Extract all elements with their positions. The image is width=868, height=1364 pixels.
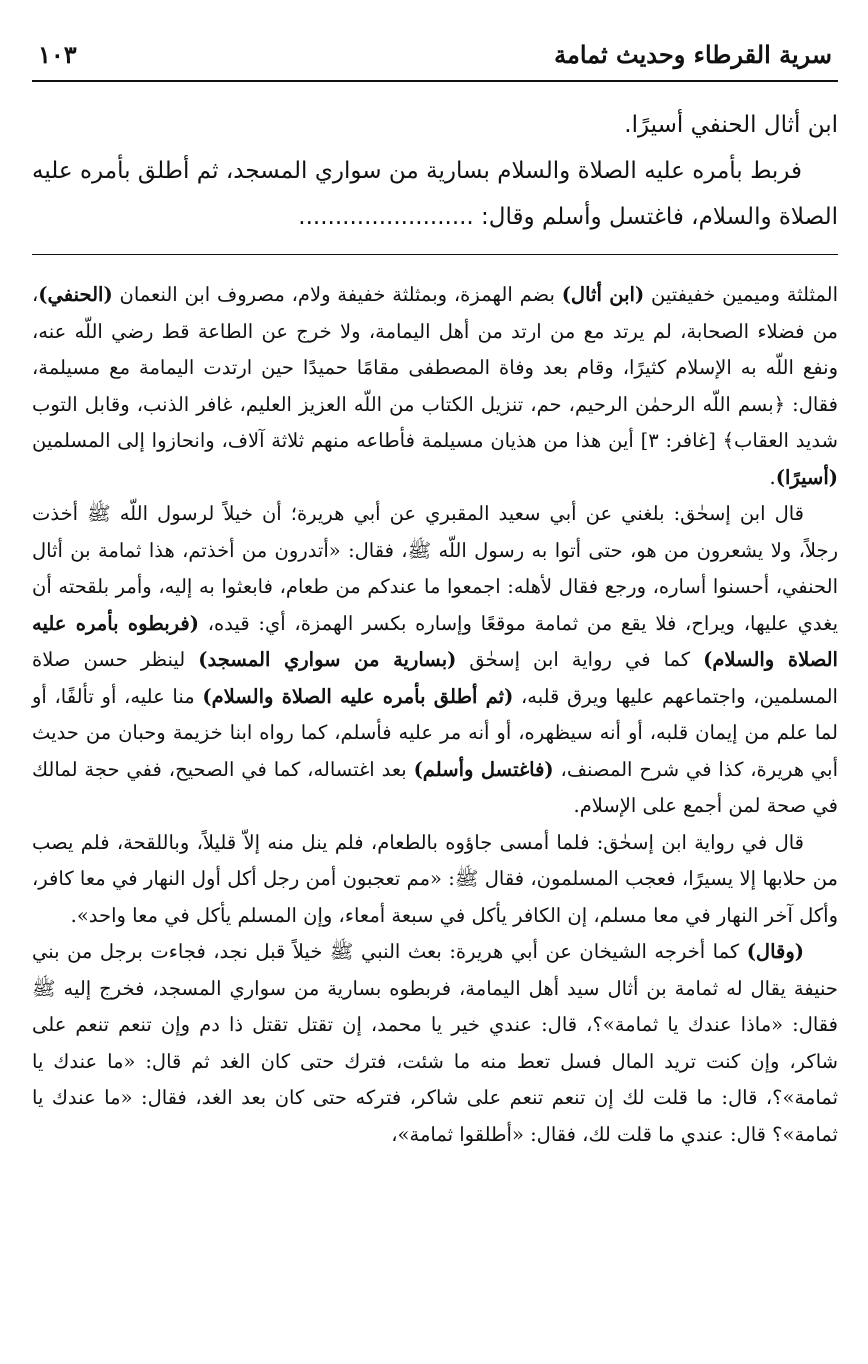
separator-rule bbox=[32, 254, 838, 255]
text-run: . bbox=[769, 465, 776, 489]
page-number: ١٠٣ bbox=[38, 40, 77, 69]
text-run: قال ابن إسحٰق: بلغني عن أبي سعيد المقبري عن أبي هريرة؛ أن خيلاً لرسول اللّه ﷺ أخذت رجلاً، ولا يشعرون من هو، حتى أتوا به رسول اللّه ﷺ، فقال: «أتدرون من أخذتم، هذا ثمامة بن أثال الحنفي، أحسنوا أساره، ورجع فقال لأهله: اجمعوا ما عندكم من طعام، فابعثوا به إليه، وأمر بلقحته أن يغدي عليها، ويراح، فلا يقع من ثمامة موقعًا وإساره بكسر الهمزة، أي: قيده، bbox=[32, 502, 838, 635]
header-rule bbox=[32, 80, 838, 82]
text-run: بضم الهمزة، وبمثلثة خفيفة ولام، مصروف ابن النعمان bbox=[112, 283, 562, 306]
quoted-term: (فاغتسل وأسلم) bbox=[413, 757, 554, 781]
text-run: كما أخرجه الشيخان عن أبي هريرة: بعث النبي ﷺ خيلاً قبل نجد، فجاءت برجل من بني حنيفة يقال له ثمامة بن أثال سيد أهل اليمامة، فربطوه بسارية من سواري المسجد، فخرج إليه ﷺ فقال: «ماذا عندك يا ثمامة»؟، قال: عندي خير يا محمد، إن تقتل تقتل ذا دم وإن تنعم تنعم على شاكر، وإن كنت تريد المال فسل تعط منه ما شئت، فترك حتى كان الغد ثم قال: «ما عندك يا ثمامة»؟، قال: ما قلت لك إن تنعم تنعم على شاكر، فتركه حتى كان بعد الغد، فقال: «ما عندك يا ثمامة»؟ قال: عندي ما قلت لك، فقال: «أطلقوا ثمامة»، bbox=[32, 940, 838, 1146]
main-text-paragraph: فربط بأمره عليه الصلاة والسلام بسارية من سواري المسجد، ثم أطلق بأمره عليه الصلاة والسلام، فاغتسل وأسلم وقال: ........................ bbox=[32, 158, 838, 230]
quoted-term: (ثم أطلق بأمره عليه الصلاة والسلام) bbox=[202, 684, 514, 708]
quoted-term: (وقال) bbox=[746, 940, 804, 963]
quoted-term: (الحنفي) bbox=[38, 283, 113, 306]
quoted-term: (ابن أثال) bbox=[561, 283, 645, 306]
quoted-term: (أسيرًا) bbox=[775, 465, 838, 489]
text-run: ، من فضلاء الصحابة، لم يرتد مع من ارتد من أهل اليمامة، ولا خرج عن الطاعة قط رضي اللّه عنه، ونفع اللّه به الإسلام كثيرًا، وقام بعد وفاة المصطفى مقامًا حميدًا حين ارتدت اليمامة مع مسيلمة، فقال: ﴿بسم اللّه الرحمٰن الرحيم، حم، تنزيل الكتاب من اللّه العزيز العليم، غافر الذنب، وقابل التوب شديد العقاب﴾ [غافر: ٣] أين هذا من هذيان مسيلمة فأطاعه منهم ثلاثة آلاف، وانحازوا إلى المسلمين bbox=[32, 283, 838, 452]
text-run: المثلثة وميمين خفيفتين bbox=[644, 283, 839, 306]
running-title: سرية القرطاء وحديث ثمامة bbox=[554, 40, 832, 69]
commentary-paragraph: قال في رواية ابن إسحٰق: فلما أمسى جاؤوه بالطعام، فلم ينل منه إلاّ قليلاً، وباللقحة، فلم يصب من حلابها إلا يسيرًا، فعجب المسلمون، فقال ﷺ: «مم تعجبون أمن رجل أكل أول النهار في معا كافر، وأكل آخر النهار في معا مسلم، إن الكافر يأكل في سبعة أمعاء، وإن المسلم يأكل في معا واحد». bbox=[32, 830, 838, 927]
text-run: لينظر حسن صلاة المسلمين، واجتماعهم عليها ويرق قلبه، bbox=[32, 648, 838, 708]
page-header bbox=[32, 38, 838, 72]
main-text-line: ابن أثال الحنفي أسيرًا. bbox=[624, 112, 838, 138]
text-run: منا عليه، أو تألفًا، أو لما علم من إيمان قلبه، أو أنه سيظهره، أو أنه مر عليه فأسلم، كما رواه ابنا خزيمة وحبان من حديث أبي هريرة، كذا في شرح المصنف، bbox=[32, 684, 838, 781]
commentary bbox=[32, 277, 838, 1153]
quoted-term: (بسارية من سواري المسجد) bbox=[198, 648, 457, 671]
commentary-paragraph bbox=[32, 934, 838, 1153]
commentary-paragraph bbox=[32, 496, 838, 825]
text-run: بعد اغتساله، كما في الصحيح، ففي حجة لمالك في صحة لمن أجمع على الإسلام. bbox=[32, 757, 838, 817]
text-run: كما في رواية ابن إسحٰق bbox=[456, 648, 704, 671]
quoted-term: (فربطوه بأمره عليه الصلاة والسلام) bbox=[32, 611, 838, 671]
main-text bbox=[32, 102, 838, 240]
commentary-paragraph bbox=[32, 277, 838, 496]
